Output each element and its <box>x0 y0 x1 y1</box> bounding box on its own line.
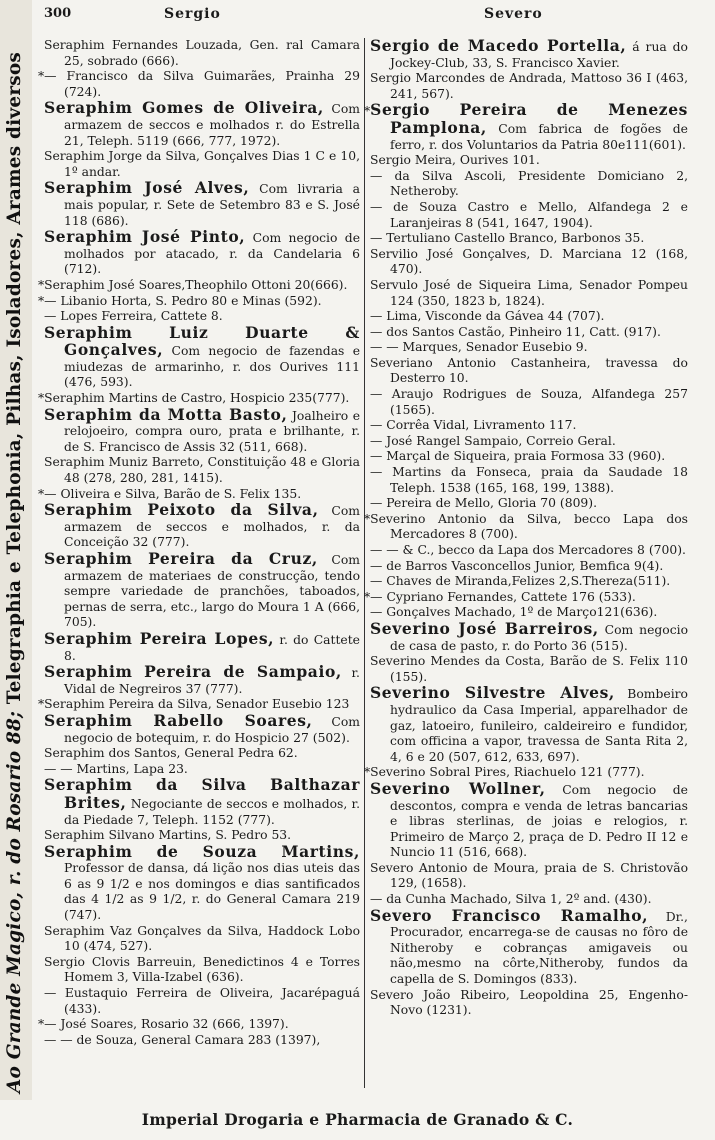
directory-entry <box>370 387 688 418</box>
entry-text: Servilio José Gonçalves, D. Marciana 12 (168, 470). <box>370 246 688 277</box>
directory-entry <box>38 1017 360 1033</box>
entry-star-marker: * <box>38 486 45 501</box>
entry-text: Servulo José de Siqueira Lima, Senador Pompeu 124 (350, 1823 b, 1824). <box>370 277 688 308</box>
entry-star-marker: * <box>38 697 45 712</box>
entry-text: Joalheiro e relojoeiro, compra ouro, prata e brilhante, r. de S. Francisco de Assis 32 (511, 668). <box>64 408 361 454</box>
directory-entry <box>44 841 360 924</box>
directory-entry <box>38 69 360 100</box>
directory-entry <box>370 325 688 341</box>
entry-heading: Severo Francisco Ramalho, <box>370 905 649 925</box>
directory-entry <box>364 100 688 153</box>
entry-text: Sergio Clovis Barreuin, Benedictinos 4 e Torres Homem 3, Villa-Izabel (636). <box>44 954 360 985</box>
entry-text: — Eustaquio Ferreira de Oliveira, Jacarépaguá (433). <box>44 986 360 1016</box>
entry-heading: Seraphim Gomes de Oliveira, <box>44 98 324 118</box>
entry-text: — dos Santos Castão, Pinheiro 11, Catt. (917). <box>370 324 661 339</box>
directory-entry <box>370 559 688 575</box>
column-divider <box>364 38 365 1088</box>
entry-text: Seraphim Pereira da Silva, Senador Eusebio 123 <box>44 697 350 712</box>
entry-text: Seraphim Vaz Gonçalves da Silva, Haddock Lobo 10 (474, 527). <box>44 923 360 954</box>
entry-text: — Tertuliano Castello Branco, Barbonos 35. <box>370 231 645 246</box>
entry-text: Severino Antonio da Silva, becco Lapa dos Mercadores 8 (700). <box>370 511 688 542</box>
entry-text: — Pereira de Mello, Gloria 70 (809). <box>370 496 598 511</box>
directory-entry <box>370 153 688 169</box>
directory-entry <box>44 551 360 631</box>
directory-entry <box>44 628 360 664</box>
entry-text: Seraphim Muniz Barreto, Constituição 48 e Gloria 48 (278, 280, 281, 1415). <box>44 455 360 486</box>
sidebar-ad-text <box>4 52 25 1093</box>
entry-heading: Seraphim da Motta Basto, <box>44 404 288 424</box>
entry-text: — José Rangel Sampaio, Correio Geral. <box>370 433 616 448</box>
entry-heading: Seraphim Luiz Duarte & Gonçalves, <box>44 322 360 360</box>
entry-text: — Oliveira e Silva, Barão de S. Felix 135. <box>44 486 302 501</box>
directory-entry <box>370 618 688 654</box>
footer-advertisement: Imperial Drogaria e Pharmacia de Granado & C. <box>141 1110 574 1129</box>
entry-heading: Seraphim Pereira Lopes, <box>44 628 275 648</box>
directory-entry <box>370 200 688 231</box>
directory-entry <box>370 38 688 71</box>
entry-text: á rua do Jockey-Club, 33, S. Francisco Xavier. <box>390 40 688 70</box>
entry-star-marker: * <box>364 511 371 526</box>
directory-entry <box>44 149 360 180</box>
entry-text: — Gonçalves Machado, 1º de Março121(636). <box>370 605 658 620</box>
left-column <box>38 38 361 1048</box>
entry-text: — Araujo Rodrigues de Souza, Alfandega 257 (1565). <box>370 387 688 417</box>
directory-entry <box>370 434 688 450</box>
entry-text: — — de Souza, General Camara 283 (1397), <box>44 1032 321 1047</box>
entry-text: Com armazem de materiaes de construcção, tendo sempre variedade de pranchões, taboados, pernas de serra, etc., largo do Moura 1 A (666, 705). <box>64 553 360 630</box>
entry-text: — da Silva Ascoli, Presidente Domiciano 2, Netheroby. <box>370 168 688 199</box>
directory-entry <box>370 71 688 102</box>
entry-heading: Seraphim José Pinto, <box>44 227 246 247</box>
directory-entry <box>370 685 688 765</box>
entry-star-marker: * <box>38 1017 45 1032</box>
entry-star-marker: * <box>364 104 371 119</box>
entry-text: — José Soares, Rosario 32 (666, 1397). <box>44 1017 289 1032</box>
sidebar-ad-prefix: Ao Grande Magico, r. do Rosario 88; <box>4 704 25 1093</box>
entry-text: Seraphim Jorge da Silva, Gonçalves Dias 1 C e 10, 1º andar. <box>44 149 360 179</box>
entry-text: Seraphim Fernandes Louzada, Gen. ral Camara 25, sobrado (666). <box>44 38 360 68</box>
entry-heading: Seraphim de Souza Martins, <box>44 841 360 861</box>
entry-star-marker: * <box>364 589 371 604</box>
sidebar-advertisement <box>0 0 30 1105</box>
entry-text: Com negocio de molhados por atacado, r. da Candelaria 6 (712). <box>64 231 360 277</box>
entry-text: Seraphim dos Santos, General Pedra 62. <box>44 746 298 761</box>
entry-star-marker: * <box>38 391 45 406</box>
entry-text: Dr., Procurador, encarrega-se de causas no fôro de Nitheroby e cobranças amigaveis ou não,mesmo na côrte,Nitheroby, fundos da capella de S. Domingos (833). <box>390 909 688 987</box>
entry-text: Severino Mendes da Costa, Barão de S. Felix 110 (155). <box>370 654 688 684</box>
directory-entry <box>370 418 688 434</box>
directory-entry <box>44 100 360 149</box>
entry-text: Sergio Meira, Ourives 101. <box>370 153 540 168</box>
entry-heading: Severino Silvestre Alves, <box>370 683 615 703</box>
entry-text: Severo Antonio de Moura, praia de S. Christovão 129, (1658). <box>370 860 688 891</box>
entry-text: Com negocio de botequim, r. do Hospicio 27 (502). <box>64 714 360 745</box>
entry-heading: Seraphim da Silva Balthazar Brites, <box>44 775 360 812</box>
entry-text: Severiano Antonio Castanheira, travessa do Desterro 10. <box>370 355 688 386</box>
entry-heading: Severino Wollner, <box>370 778 546 798</box>
entry-text: — — Martins, Lapa 23. <box>44 761 188 776</box>
entry-text: Com negocio de casa de pasto, r. do Porto 36 (515). <box>390 622 688 653</box>
directory-entry <box>364 511 688 543</box>
entry-text: Sergio Marcondes de Andrada, Mattoso 36 I (463, 241, 567). <box>370 71 688 101</box>
directory-entry <box>370 905 688 988</box>
entry-text: r. do Cattete 8. <box>64 632 360 663</box>
directory-entry <box>44 777 360 828</box>
entry-text: Seraphim Martins de Castro, Hospicio 235(777). <box>44 391 350 406</box>
entry-text: Severino Sobral Pires, Riachuelo 121 (777). <box>370 765 645 780</box>
directory-entry <box>44 664 360 697</box>
directory-entry <box>44 455 360 486</box>
entry-text: Negociante de seccos e molhados, r. da Piedade 7, Teleph. 1152 (777). <box>64 796 360 827</box>
right-column-title: Severo <box>484 6 543 22</box>
directory-entry <box>370 861 688 892</box>
directory-entry <box>370 988 688 1019</box>
entry-heading: Seraphim Pereira de Sampaio, <box>44 662 342 682</box>
directory-entry <box>44 746 360 762</box>
directory-entry <box>38 277 360 294</box>
entry-heading: Severino José Barreiros, <box>370 618 599 638</box>
directory-entry <box>370 778 688 861</box>
entry-star-marker: * <box>38 293 45 308</box>
entry-text: — da Cunha Machado, Silva 1, 2º and. (430). <box>370 892 652 907</box>
directory-entry <box>370 496 688 512</box>
directory-entry <box>370 356 688 387</box>
directory-entry <box>44 38 360 69</box>
sidebar-ad-body: Telegraphia e Telephonia, Pilhas, Isoladores, Arames diversos <box>4 51 25 705</box>
directory-entry <box>364 589 688 606</box>
entry-text: Bombeiro hydraulico da Casa Imperial, apparelhador de gaz, latoeiro, funileiro, caldeireiro e fundidor, com officina a vapor, travessa de Santa Rita 2, 4, 6 e 20 (507, 612, 633, 697). <box>390 687 688 764</box>
directory-entry <box>38 293 360 310</box>
directory-entry <box>370 449 688 465</box>
entry-text: Professor de dansa, dá lição nos dias uteis das 6 as 9 1/2 e nos domingos e dias santificados das 4 1/2 as 9 1/2, r. do General Camara 219 (747). <box>64 861 360 923</box>
entry-text: Com fabrica de fogões de ferro, r. dos Voluntarios da Patria 80e111(601). <box>390 121 688 152</box>
entry-star-marker: * <box>38 69 45 84</box>
directory-entry <box>44 924 360 955</box>
entry-text: r. Vidal de Negreiros 37 (777). <box>64 666 360 696</box>
entry-heading: Seraphim Peixoto da Silva, <box>44 500 319 520</box>
directory-entry <box>370 340 688 356</box>
entry-text: — de Souza Castro e Mello, Alfandega 2 e Laranjeiras 8 (541, 1647, 1904). <box>370 199 688 230</box>
entry-text: — Chaves de Miranda,Felizes 2,S.Thereza(511). <box>370 574 671 589</box>
entry-heading: Seraphim Pereira da Cruz, <box>44 549 318 568</box>
directory-entry <box>370 247 688 278</box>
directory-entry <box>44 710 360 746</box>
entry-star-marker: * <box>364 765 371 780</box>
entry-text: — Lima, Visconde da Gávea 44 (707). <box>370 309 605 324</box>
entry-text: Com negocio de descontos, compra e venda de letras bancarias e libras sterlinas, de joias e relogios, r. Primeiro de Março 2, praça de D. Pedro II 12 e Nuncio 11 (516, 668). <box>390 782 688 860</box>
directory-entry <box>44 955 360 986</box>
entry-text: — de Barros Vasconcellos Junior, Bemfica 9(4). <box>370 558 664 573</box>
entry-text: Com armazem de seccos e molhados r. do Estrella 21, Teleph. 5119 (666, 777, 1972). <box>64 102 360 148</box>
entry-text: — Cypriano Fernandes, Cattete 176 (533). <box>370 589 636 604</box>
entry-text: Seraphim José Soares,Theophilo Ottoni 20(666). <box>44 277 348 292</box>
running-header <box>44 6 707 28</box>
directory-entry <box>370 231 688 247</box>
entry-text: — — & C., becco da Lapa dos Mercadores 8 (700). <box>370 543 686 557</box>
entry-text: Severo João Ribeiro, Leopoldina 25, Engenho-Novo (1231). <box>370 987 688 1018</box>
entry-text: — Corrêa Vidal, Livramento 117. <box>370 418 577 433</box>
directory-entry <box>44 180 360 229</box>
entry-heading: Sergio de Macedo Portella, <box>370 36 627 55</box>
directory-entry <box>44 1033 360 1049</box>
directory-entry <box>370 278 688 309</box>
left-column-title: Sergio <box>164 6 221 22</box>
entry-text: — Libanio Horta, S. Pedro 80 e Minas (592). <box>44 293 322 308</box>
directory-entry <box>370 169 688 200</box>
entry-text: — Lopes Ferreira, Cattete 8. <box>44 309 223 324</box>
entry-text: — Francisco da Silva Guimarães, Prainha 29 (724). <box>44 69 360 99</box>
entry-heading: Seraphim José Alves, <box>44 178 250 198</box>
entry-text: — — Marques, Senador Eusebio 9. <box>370 340 588 355</box>
entry-text: Seraphim Silvano Martins, S. Pedro 53. <box>44 828 292 843</box>
directory-entry <box>44 229 360 278</box>
entry-star-marker: * <box>38 277 45 292</box>
directory-entry <box>370 654 688 685</box>
entry-heading: Sergio Pereira de Menezes Pamplona, <box>370 100 688 137</box>
page-number: 300 <box>44 6 72 21</box>
entry-heading: Seraphim Rabello Soares, <box>44 710 313 730</box>
entry-text: — Marçal de Siqueira, praia Formosa 33 (960). <box>370 449 666 464</box>
right-column <box>364 36 688 1019</box>
directory-entry <box>44 404 361 456</box>
directory-entry <box>44 986 360 1017</box>
directory-entry <box>370 465 688 496</box>
entry-text: — Martins da Fonseca, praia da Saudade 18 Teleph. 1538 (165, 168, 199, 1388). <box>370 465 688 495</box>
directory-entry <box>370 543 688 559</box>
directory-entry <box>44 502 360 551</box>
entry-text: Com armazem de seccos e molhados, r. da Conceição 32 (777). <box>64 504 361 550</box>
directory-entry <box>44 322 360 391</box>
directory-entry <box>370 574 688 590</box>
entry-text: Com livraria a mais popular, r. Sete de Setembro 83 e S. José 118 (686). <box>64 182 360 228</box>
entry-text: Com negocio de fazendas e miudezas de armarinho, r. dos Ourives 111 (476, 593). <box>64 344 360 390</box>
directory-entry <box>370 309 688 325</box>
